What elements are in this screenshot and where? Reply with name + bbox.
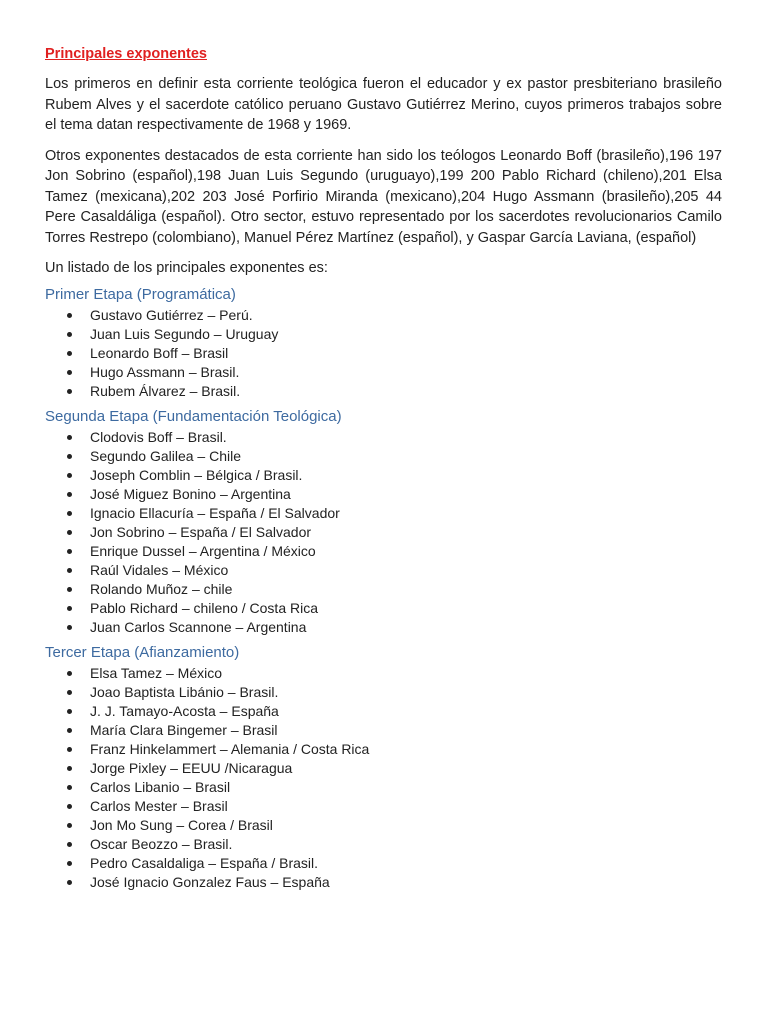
list-item-text: Joao Baptista Libánio – Brasil. [90,683,279,700]
section-primer-etapa [45,285,722,401]
bullet-icon [67,842,72,847]
list-item [45,523,722,542]
bullet-icon [67,492,72,497]
list-item [45,664,722,683]
list-item-text: Jorge Pixley – EEUU /Nicaragua [90,759,293,776]
list-item [45,447,722,466]
bullet-icon [67,473,72,478]
list-item [45,466,722,485]
list-item-text: Oscar Beozzo – Brasil. [90,835,233,852]
exponent-list [45,428,722,637]
list-item [45,382,722,401]
bullet-icon [67,606,72,611]
list-item [45,778,722,797]
list-item [45,344,722,363]
list-item-text: José Ignacio Gonzalez Faus – España [90,873,330,890]
exponents-paragraph: Otros exponentes destacados de esta corriente han sido los teólogos Leonardo Boff (brasileño),196 197 Jon Sobrino (español),198 Juan Luis Segundo (uruguayo),199 200 Pablo Richard (chileno),201 Elsa Tamez (mexicana),202 203 José Porfirio Miranda (mexicano),204 Hugo Assmann (brasileño),205 44 Pere Casaldáliga (español). Otro sector, estuvo representado por los sacerdotes revolucionarios Camilo Torres Restrepo (colombiano), Manuel Pérez Martínez (español), y Gaspar García Laviana, (español) [45,147,722,246]
list-item [45,580,722,599]
list-item-text: Gustavo Gutiérrez – Perú. [90,306,253,323]
list-item-text: José Miguez Bonino – Argentina [90,485,291,502]
list-item-text: Joseph Comblin – Bélgica / Brasil. [90,466,303,483]
bullet-icon [67,625,72,630]
list-item-text: Carlos Libanio – Brasil [90,778,231,795]
exponent-list [45,306,722,401]
bullet-icon [67,389,72,394]
list-item-text: Elsa Tamez – México [90,664,223,681]
list-item [45,854,722,873]
list-item-text: Raúl Vidales – México [90,561,229,578]
list-item-text: Pedro Casaldaliga – España / Brasil. [90,854,319,871]
list-item-text: Rubem Álvarez – Brasil. [90,382,241,399]
list-item [45,759,722,778]
list-item-text: Franz Hinkelammert – Alemania / Costa Rica [90,740,370,757]
section-tercer-etapa [45,643,722,892]
bullet-icon [67,370,72,375]
list-item [45,485,722,504]
list-item-text: Juan Luis Segundo – Uruguay [90,325,279,342]
list-item [45,325,722,344]
list-item [45,542,722,561]
bullet-icon [67,709,72,714]
list-item [45,504,722,523]
list-item [45,702,722,721]
section-title: Tercer Etapa (Afianzamiento) [45,643,240,661]
list-item-text: J. J. Tamayo-Acosta – España [90,702,279,719]
list-item-text: Segundo Galilea – Chile [90,447,241,464]
bullet-icon [67,351,72,356]
list-item-text: Clodovis Boff – Brasil. [90,428,227,445]
bullet-icon [67,690,72,695]
list-item-text: Hugo Assmann – Brasil. [90,363,240,380]
main-heading: Principales exponentes [45,46,207,62]
list-item [45,618,722,637]
bullet-icon [67,823,72,828]
intro-paragraph: Los primeros en definir esta corriente teológica fueron el educador y ex pastor presbiteriano brasileño Rubem Alves y el sacerdote católico peruano Gustavo Gutiérrez Merino, cuyos primeros trabajos sobre el tema datan respectivamente de 1968 y 1969. [45,76,722,133]
list-item [45,740,722,759]
list-item-text: Rolando Muñoz – chile [90,580,233,597]
bullet-icon [67,435,72,440]
list-item [45,363,722,382]
list-item-text: María Clara Bingemer – Brasil [90,721,278,738]
list-item-text: Enrique Dussel – Argentina / México [90,542,316,559]
bullet-icon [67,332,72,337]
bullet-icon [67,454,72,459]
list-item-text: Carlos Mester – Brasil [90,797,228,814]
list-item [45,561,722,580]
list-item [45,797,722,816]
bullet-icon [67,804,72,809]
section-title: Primer Etapa (Programática) [45,285,236,303]
list-item [45,428,722,447]
bullet-icon [67,511,72,516]
bullet-icon [67,530,72,535]
list-item [45,683,722,702]
bullet-icon [67,766,72,771]
bullet-icon [67,747,72,752]
bullet-icon [67,880,72,885]
section-segunda-etapa [45,407,722,637]
list-item [45,721,722,740]
list-item [45,835,722,854]
bullet-icon [67,587,72,592]
list-item [45,599,722,618]
bullet-icon [67,728,72,733]
bullet-icon [67,313,72,318]
list-item-text: Juan Carlos Scannone – Argentina [90,618,307,635]
section-title: Segunda Etapa (Fundamentación Teológica) [45,407,342,425]
list-item [45,873,722,892]
bullet-icon [67,671,72,676]
list-item-text: Pablo Richard – chileno / Costa Rica [90,599,319,616]
bullet-icon [67,861,72,866]
list-item-text: Leonardo Boff – Brasil [90,344,229,361]
list-item-text: Ignacio Ellacuría – España / El Salvador [90,504,340,521]
bullet-icon [67,785,72,790]
list-item [45,306,722,325]
list-item [45,816,722,835]
list-item-text: Jon Sobrino – España / El Salvador [90,523,312,540]
bullet-icon [67,568,72,573]
list-intro-paragraph: Un listado de los principales exponentes es: [45,260,328,276]
bullet-icon [67,549,72,554]
list-item-text: Jon Mo Sung – Corea / Brasil [90,816,273,833]
exponent-list [45,664,722,892]
